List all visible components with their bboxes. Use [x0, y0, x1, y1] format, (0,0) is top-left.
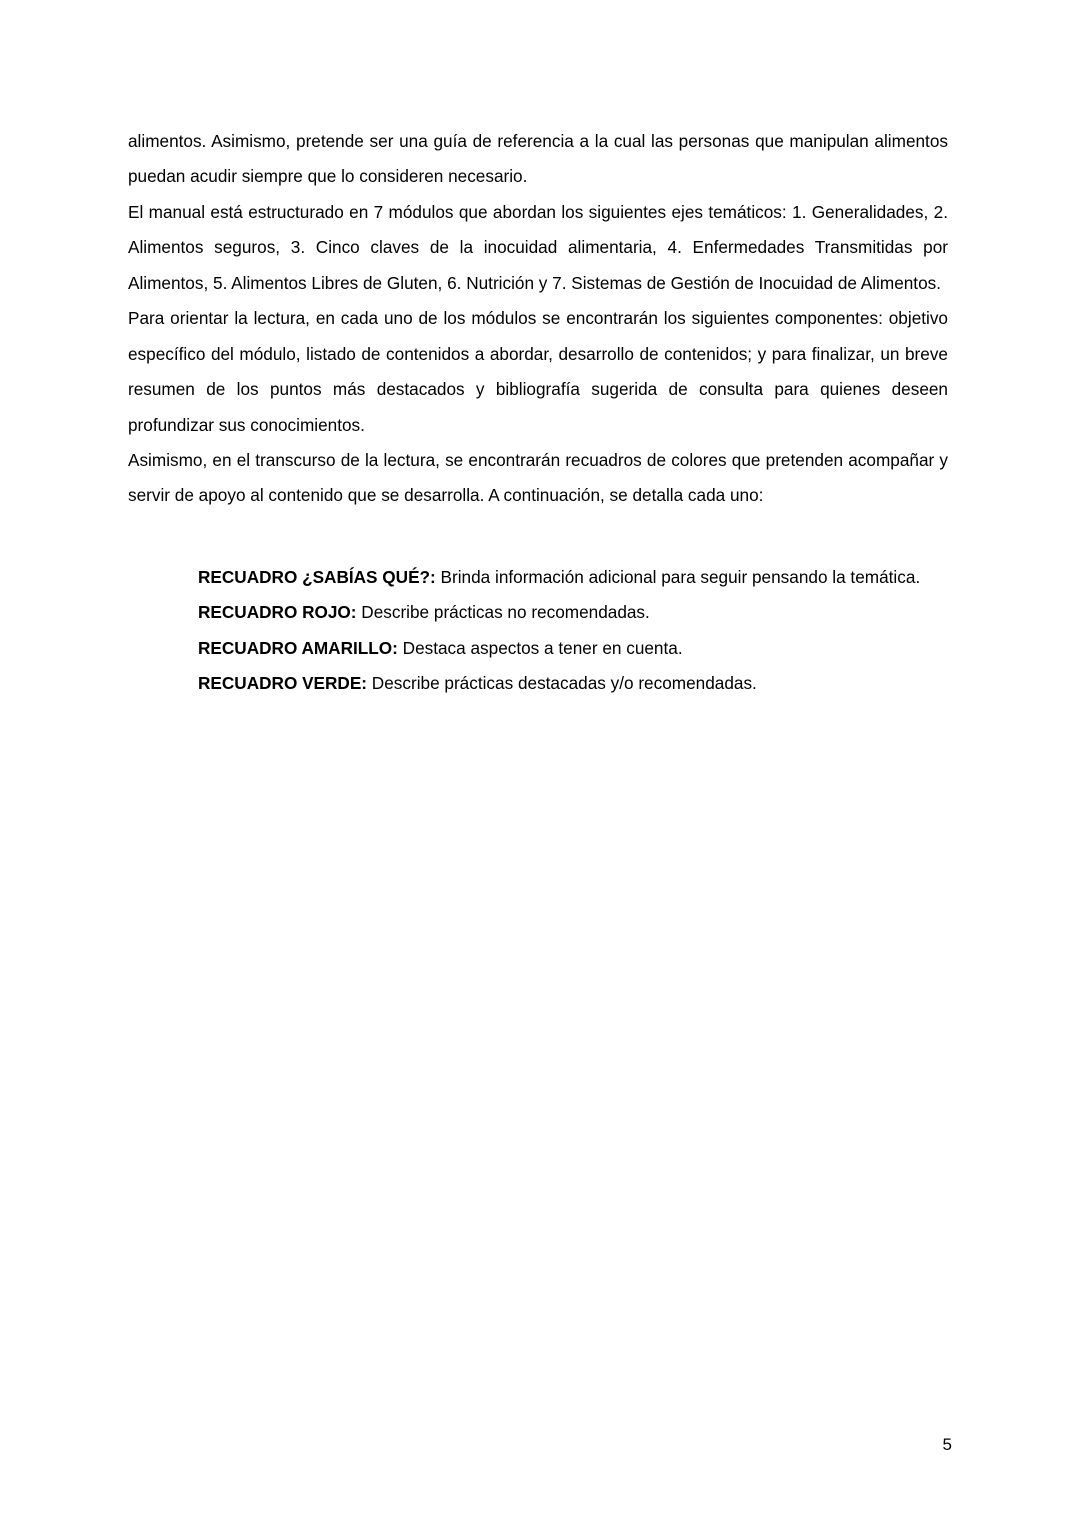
definition-description: Destaca aspectos a tener en cuenta.: [397, 637, 683, 658]
definition-list: [128, 560, 948, 702]
definition-term: RECUADRO ROJO:: [198, 602, 357, 623]
paragraph-structure: El manual está estructurado en 7 módulos que abordan los siguientes ejes temáticos: 1. Generalidades, 2. Alimentos seguros, 3. Cinco claves de la inocuidad alimentaria, 4. Enfermedades Transmitidas por Alimentos, 5. Alimentos Libres de Gluten, 6. Nutrición y 7. Sistemas de Gestión de Inocuidad de Alimentos.: [128, 201, 948, 293]
definition-description: Describe prácticas no recomendadas.: [356, 602, 650, 623]
page-number: 5: [942, 1435, 952, 1454]
definition-term: RECUADRO VERDE:: [198, 673, 368, 694]
definition-term: RECUADRO ¿SABÍAS QUÉ?:: [198, 566, 436, 587]
definition-description: Describe prácticas destacadas y/o recomendadas.: [367, 673, 757, 694]
paragraph-intro: alimentos. Asimismo, pretende ser una guía de referencia a la cual las personas que manipulan alimentos puedan acudir siempre que lo consideren necesario.: [128, 131, 948, 187]
paragraph-boxes-intro: Asimismo, en el transcurso de la lectura, se encontrarán recuadros de colores que pretenden acompañar y servir de apoyo al contenido que se desarrolla. A continuación, se detalla cada uno:: [128, 449, 948, 506]
page-content: [128, 124, 948, 702]
definition-item: [198, 595, 948, 630]
definition-description: Brinda información adicional para seguir pensando la temática.: [435, 566, 921, 587]
definition-term: RECUADRO AMARILLO:: [198, 637, 398, 658]
definition-item: [198, 666, 948, 701]
definition-item: [198, 631, 948, 666]
paragraph-components: Para orientar la lectura, en cada uno de los módulos se encontrarán los siguientes componentes: objetivo específico del módulo, listado de contenidos a abordar, desarrollo de contenidos; y para finalizar, un breve resumen de los puntos más destacados y bibliografía sugerida de consulta para quienes deseen profundizar sus conocimientos.: [128, 308, 948, 435]
definition-item: [198, 560, 948, 595]
